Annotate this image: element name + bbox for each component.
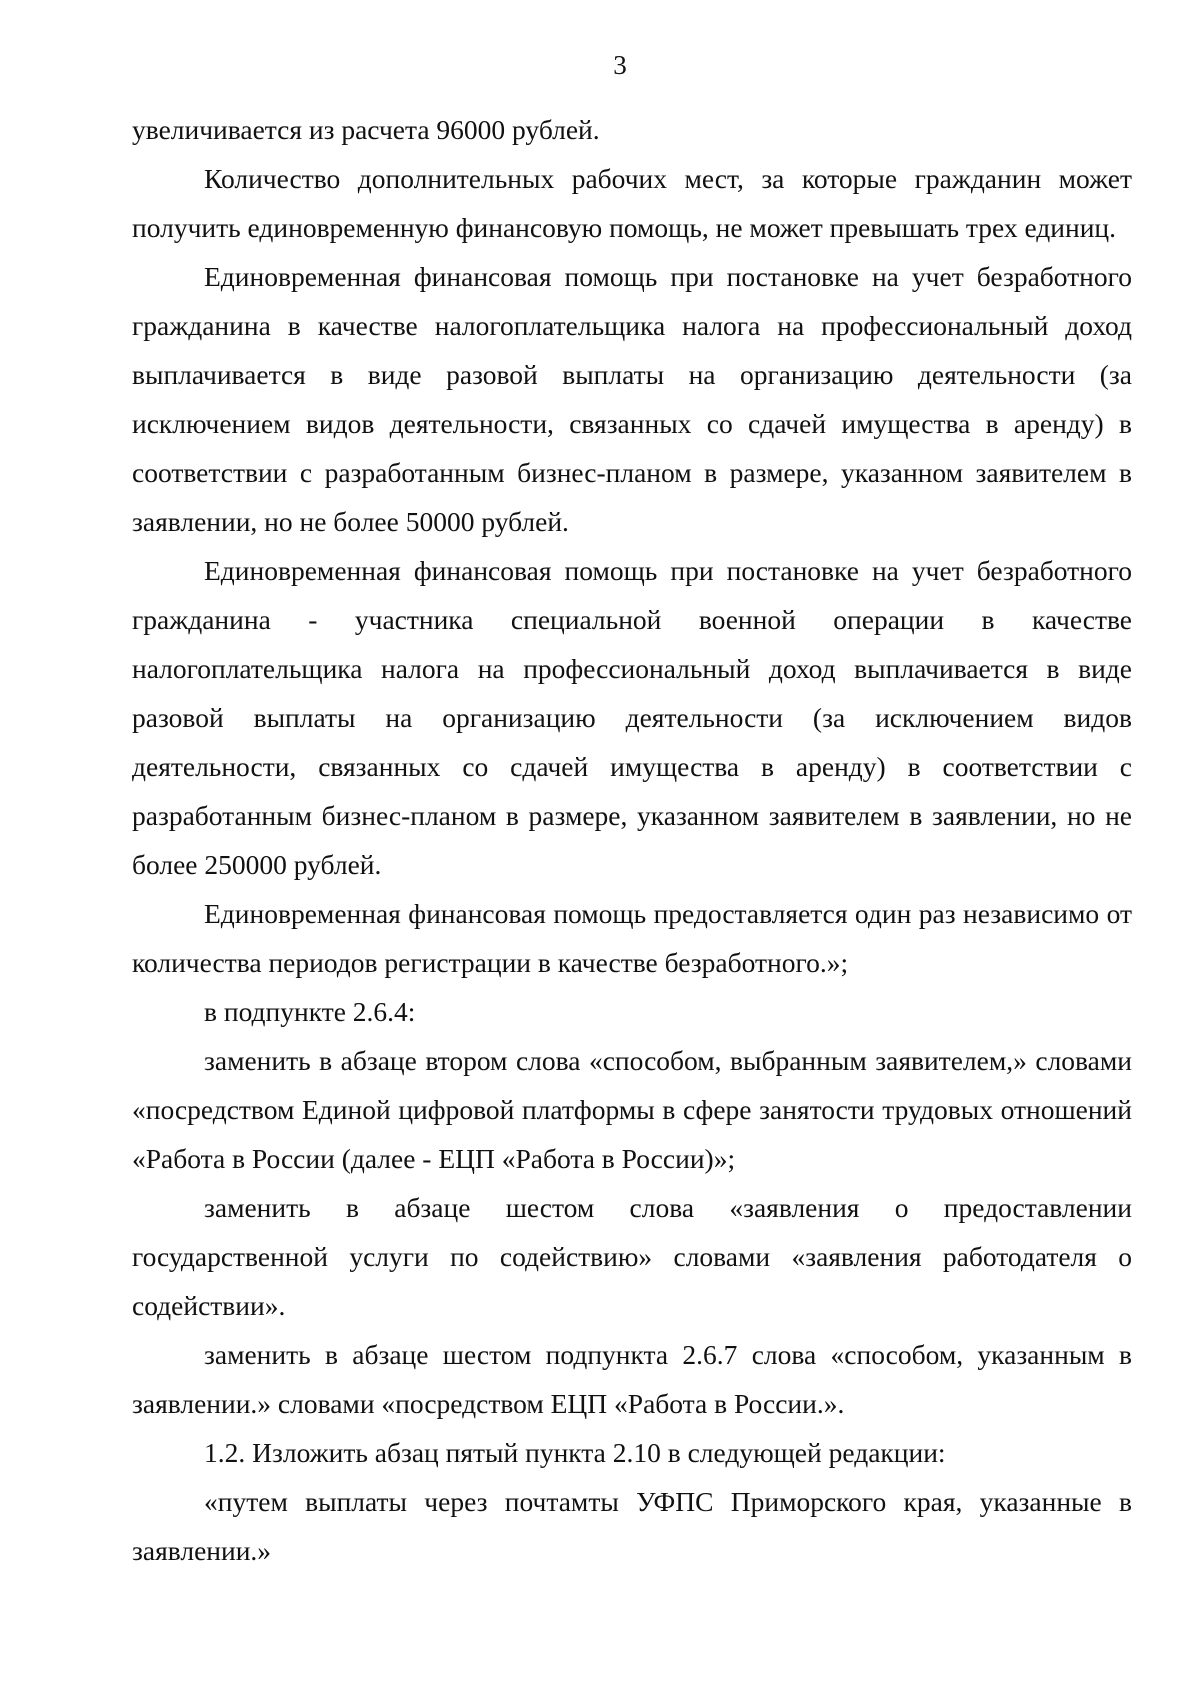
paragraph-replace-267: заменить в абзаце шестом подпункта 2.6.7 слова «способом, указанным в заявлении.» словами «посредством ЕЦП «Работа в России.».: [132, 1339, 1132, 1419]
paragraph-clause-12: 1.2. Изложить абзац пятый пункта 2.10 в следующей редакции:: [204, 1437, 946, 1468]
paragraph-continuation: увеличивается из расчета 96000 рублей.: [132, 114, 600, 145]
document-body: [132, 105, 1132, 1575]
paragraph-aid-50000: Единовременная финансовая помощь при постановке на учет безработного гражданина в качестве налогоплательщика налога на профессиональный доход выплачивается в виде разовой выплаты на организацию деятельности (за исключением видов деятельности, связанных со сдачей имущества в аренду) в соответствии с разработанным бизнес-планом в размере, указанном заявителем в заявлении, но не более 50000 рублей.: [132, 261, 1132, 537]
paragraph-job-count: Количество дополнительных рабочих мест, за которые гражданин может получить единовременную финансовую помощь, не может превышать трех единиц.: [132, 163, 1132, 243]
paragraph-aid-once: Единовременная финансовая помощь предоставляется один раз независимо от количества периодов регистрации в качестве безработного.»;: [132, 898, 1132, 978]
paragraph-subclause-264: в подпункте 2.6.4:: [204, 996, 416, 1027]
paragraph-aid-250000: Единовременная финансовая помощь при постановке на учет безработного гражданина - участника специальной военной операции в качестве налогоплательщика налога на профессиональный доход выплачивается в виде разовой выплаты на организацию деятельности (за исключением видов деятельности, связанных со сдачей имущества в аренду) в соответствии с разработанным бизнес-планом в размере, указанном заявителем в заявлении, но не более 250000 рублей.: [132, 555, 1132, 880]
page-number: 3: [613, 50, 627, 80]
paragraph-replace-second: заменить в абзаце втором слова «способом, выбранным заявителем,» словами «посредством Единой цифровой платформы в сфере занятости трудовых отношений «Работа в России (далее - ЕЦП «Работа в России)»;: [132, 1045, 1132, 1174]
paragraph-replace-sixth: заменить в абзаце шестом слова «заявления о предоставлении государственной услуги по содействию» словами «заявления работодателя о содействии».: [132, 1192, 1132, 1321]
paragraph-new-text: «путем выплаты через почтамты УФПС Приморского края, указанные в заявлении.»: [132, 1486, 1132, 1566]
